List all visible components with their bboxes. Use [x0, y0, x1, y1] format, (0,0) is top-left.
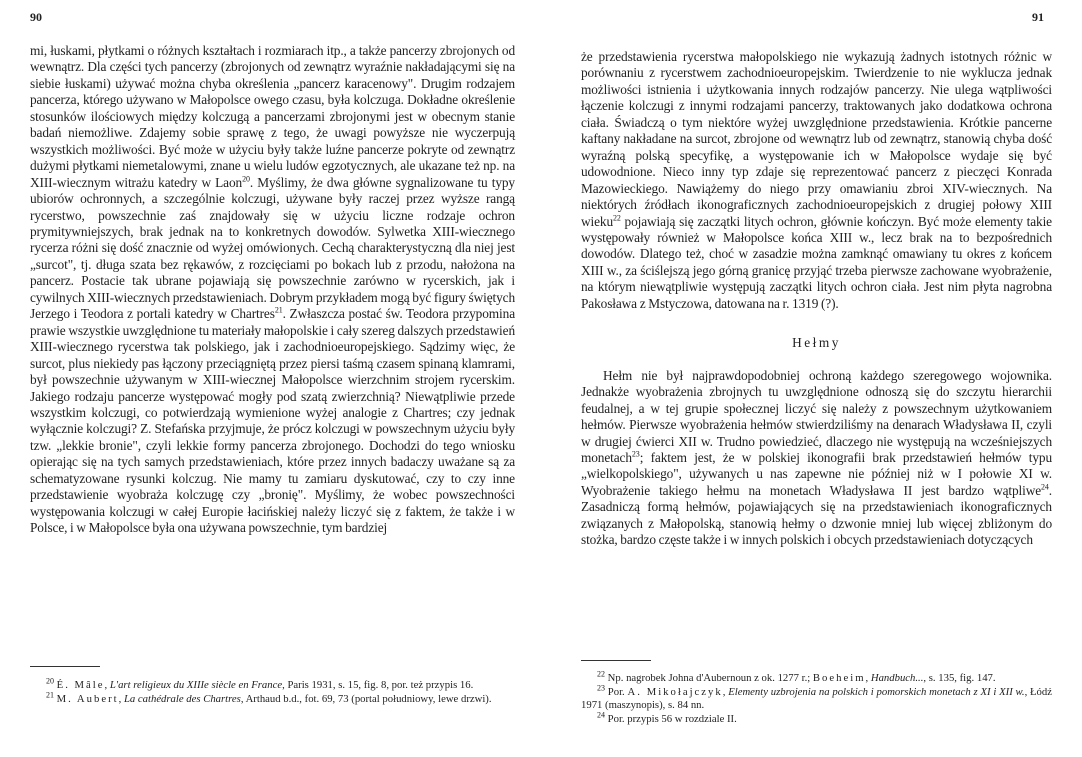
- footnote-ref: 23: [631, 449, 640, 459]
- page-number: 90: [30, 10, 42, 24]
- paragraph: że przedstawienia rycerstwa małopolskiego nie wykazują żadnych istotnych różnic w porównaniu z rycerstwem zachodnioeuropejskim. Twierdzenie to nie wyklucza jednak możliwości istnienia i użytkowania innych rodzajów pancerzy. Nie ulega wątpliwości łączenie kolczugi z innymi rodzajami pancerzy, traktowanych jako dodatkowa ochrona ciała. Świadczą o tym niektóre wyżej uwzględnione przedstawienia. Krótkie pancerne kaftany nakładane na surcot, zbrojone od wewnątrz lub od zewnątrz, stanowią chyba dość wyraźną polską specyfikę, a występowanie ich w Małopolsce wydaje się być udowodnione. Nieco inny typ zdaje się reprezentować pancerz z pieczęci Konrada Mazowieckiego. Nawiążemy do niego przy omawianiu zbroi XIV-wiecznych. Na niektórych źródłach ikonograficznych zachodnioeuropejskich z drugiej połowy XIII wieku$^{22}$ pojawiają się zaczątki litych ochron, głównie kończyn. Być może elementy takie występowały również w Małopolsce końca XIII w., lecz brak na to bezpośrednich dowodów. Dlatego też, choć w zasadzie można zamknąć omawiany tu okres z końcem XIII w., za ściślejszą jego górną granicę przyjąć trzeba pierwsze zachowane wyobrażenie, na którym niewątpliwie występują zaczątki litych ochron ciała. Jest nim płyta nagrobna Pakosława z Mstyczowa, datowana na r. 1319 (?).: [581, 49, 1052, 311]
- footnote-ref: 24: [1041, 482, 1049, 492]
- footnote-separator: [30, 666, 100, 667]
- footnotes: [30, 676, 515, 706]
- right-page: [541, 0, 1082, 757]
- paragraph: Hełm nie był najprawdopodobniej ochroną każdego szeregowego wojownika. Jednakże wyobrażenia zbrojnych tu uwzględnione odnoszą się do szczytu hierarchii feudalnej, a w tej grupie społecznej liczyć się należy z powszechnym użytkowaniem hełmów. Pierwsze wyobrażenia hełmów stwierdziliśmy na denarach Władysława II, czyli w drugiej ćwierci XII w. Trudno powiedzieć, dlaczego nie występują na wcześniejszych monetach$^{23}$; faktem jest, że w polskiej ikonografii brak przedstawień hełmów typu „wielkopolskiego", używanych u nas zapewne nie później niż w I połowie XI w. Wyobrażenie takiego hełmu na monetach Władysława II jest bardzo wątpliwe$^{24}$. Zasadniczą formą hełmów, pojawiających się na przedstawieniach ikonograficznych związanych z Małopolską, stanowią hełmy o dzwonie mniej lub więcej zbliżonym do stożka, bardzo częste także i w innych polskich i obcych przedstawieniach dotyczących: [581, 367, 1052, 548]
- footnote: $^{20}$ É. Mâle, L'art religieux du XIIIe siècle en France, Paris 1931, s. 15, fig. 8, por. też przypis 16.: [46, 676, 474, 691]
- page-number: 91: [1032, 10, 1044, 24]
- footnote: $^{21}$ M. Aubert, La cathédrale des Chartres, Arthaud b.d., fot. 69, 73 (portal południowy, lewe drzwi).: [46, 689, 492, 705]
- footnote: $^{22}$ Np. nagrobek Johna d'Aubernoun z ok. 1277 r.; Boeheim, Handbuch..., s. 135, fig. 147.: [597, 669, 996, 684]
- body-text: [30, 43, 515, 537]
- body-text: [581, 49, 1052, 549]
- footnote-ref: 22: [613, 213, 621, 223]
- footnote: $^{23}$ Por. A. Mikołajczyk, Elementy uzbrojenia na polskich i pomorskich monetach z XI i XII w., Łódź 1971 (maszynopis), s. 84 nn.: [581, 682, 1052, 711]
- footnote-ref: 20: [242, 174, 250, 184]
- footnote-separator: [581, 660, 651, 661]
- footnote-ref: 21: [274, 305, 283, 315]
- paragraph: mi, łuskami, płytkami o różnych kształtach i rozmiarach itp., a także pancerzy zbrojonych od wewnątrz. Dla części tych pancerzy (zbrojonych od zewnątrz wyraźnie nakładającymi się na siebie łuskami) używać można chyba określenia „pancerz karacenowy". Drugim rodzajem pancerza, którego używano w Małopolsce owego czasu, była kolczuga. Dokładne określenie stosunków ilościowych między kolczugą a pancerzami zbrojonymi jest w obecnym stanie badań niemożliwe. Zdajemy sobie sprawę z tego, że uwagi powyższe nie wyczerpują wszystkich możliwości. Być może w użyciu były także luźne pancerze pokryte od zewnątrz dużymi płytkami niemetalowymi, znane u wielu ludów egzotycznych, ale ukazane też np. na XIII-wiecznym witrażu katedry w Laon$^{20}$. Myślimy, że dwa główne sygnalizowane tu typy ubiorów ochronnych, a szczególnie kolczugi, używane były raczej przez wyższe rangą rycerstwo, powszechnie zaś znajdowały się w użyciu liczne rodzaje ochron prymitywniejszych, brak jednak na to konkretnych dowodów. Sylwetka XIII-wiecznego rycerza różni się dość znacznie od wyżej omówionych. Cechą charakterystyczną dla niej jest „surcot", tj. długa szata bez rękawów, z rozcięciami po bokach lub z przodu, nałożona na pancerz. Postacie tak ubrane pojawiają się powszechnie zarówno w rycerskich, jak i cywilnych XIII-wiecznych przedstawieniach. Dobrym przykładem mogą być figury świętych Jerzego i Teodora z portali katedry w Chartres$^{21}$. Zwłaszcza postać św. Teodora przypomina prawie wszystkie uwzględnione tu materiały małopolskie i cały szereg dalszych przedstawień XIII-wiecznego rycerstwa tak polskiego, jak i zachodnioeuropejskiego. Sądzimy więc, że surcot, plus niekiedy pas łączony przeciągniętą przez piersi taśmą czasem spinaną klamrami, był powszechnie używanym w XIII-wiecznej Małopolsce wierzchnim strojem rycerskim. Jakiego rodzaju pancerze występować mogły pod szatą zwierzchnią? Niewątpliwie przede wszystkim kolczugi, co potwierdzają wymienione wyżej analogie z Chartres; czy jednak wyłącznie kolczugi? Z. Stefańska przyjmuje, że prócz kolczugi w powszechnym użyciu były tzw. „lekkie bronie", czyli lekkie formy pancerza zbrojonego. Dochodzi do tego wniosku opierając się na tych samych przedstawieniach, które przez innych badaczy uważane są za schematyzowane rysunki kolczug. Nie mamy tu zamiaru dyskutować, czy to czy inne przedstawienie wyobraża kolczugę czy „bronię". Myślimy, że wobec powszechności występowania kolczugi w całej Europie łacińskiej należy liczyć się z faktem, że także i w Polsce, i w Małopolsce była ona używana powszechnie, tym bardziej: [30, 43, 515, 536]
- footnote: $^{24}$ Por. przypis 56 w rozdziale II.: [597, 709, 737, 725]
- section-heading: Hełmy: [792, 335, 841, 351]
- footnotes: [581, 669, 1052, 726]
